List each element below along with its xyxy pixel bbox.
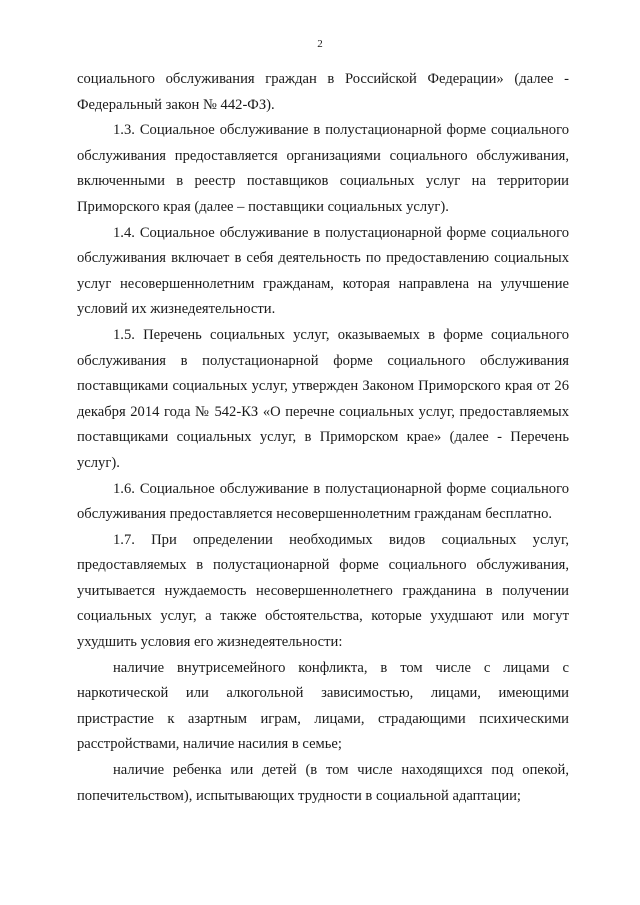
list-item-child-adaptation: наличие ребенка или детей (в том числе находящихся под опекой, попечительством), испытывающих трудности в социальной адаптации; xyxy=(77,762,569,804)
paragraph-1-6: 1.6. Социальное обслуживание в полустационарной форме социального обслуживания предоставляется несовершеннолетним гражданам бесплатно. xyxy=(77,480,569,523)
paragraph-1-7: 1.7. При определении необходимых видов социальных услуг, предоставляемых в полустационарной форме социального обслуживания, учитывается нуждаемость несовершеннолетнего гражданина в получении социальных услуг, а также обстоятельства, которые ухудшают или могут ухудшить условия его жизнедеятельности: xyxy=(77,531,569,651)
paragraph-1-2-continuation: социального обслуживания граждан в Российской Федерации» (далее - Федеральный закон № 442-ФЗ). xyxy=(77,71,569,113)
paragraph-1-4: 1.4. Социальное обслуживание в полустационарной форме социального обслуживания включает в себя деятельность по предоставлению социальных услуг несовершеннолетним гражданам, которая направлена на улучшение условий их жизнедеятельности. xyxy=(77,224,569,318)
page-number: 2 xyxy=(317,38,323,50)
list-item-family-conflict: наличие внутрисемейного конфликта, в том числе с лицами с наркотической или алкогольной зависимостью, лицами, имеющими пристрастие к азартным играм, лицами, страдающими психическими расстройствами, наличие насилия в семье; xyxy=(77,659,569,753)
paragraph-1-5: 1.5. Перечень социальных услуг, оказываемых в форме социального обслуживания в полустационарной форме социального обслуживания поставщиками социальных услуг, утвержден Законом Приморского края от 26 декабря 2014 года № 542-КЗ «О перечне социальных услуг, предоставляемых поставщиками социальных услуг, в Приморском крае» (далее - Перечень услуг). xyxy=(77,326,569,471)
paragraph-1-3: 1.3. Социальное обслуживание в полустационарной форме социального обслуживания предоставляется организациями социального обслуживания, включенными в реестр поставщиков социальных услуг на территории Приморского края (далее – поставщики социальных услуг). xyxy=(77,122,569,215)
document-body xyxy=(77,67,569,809)
